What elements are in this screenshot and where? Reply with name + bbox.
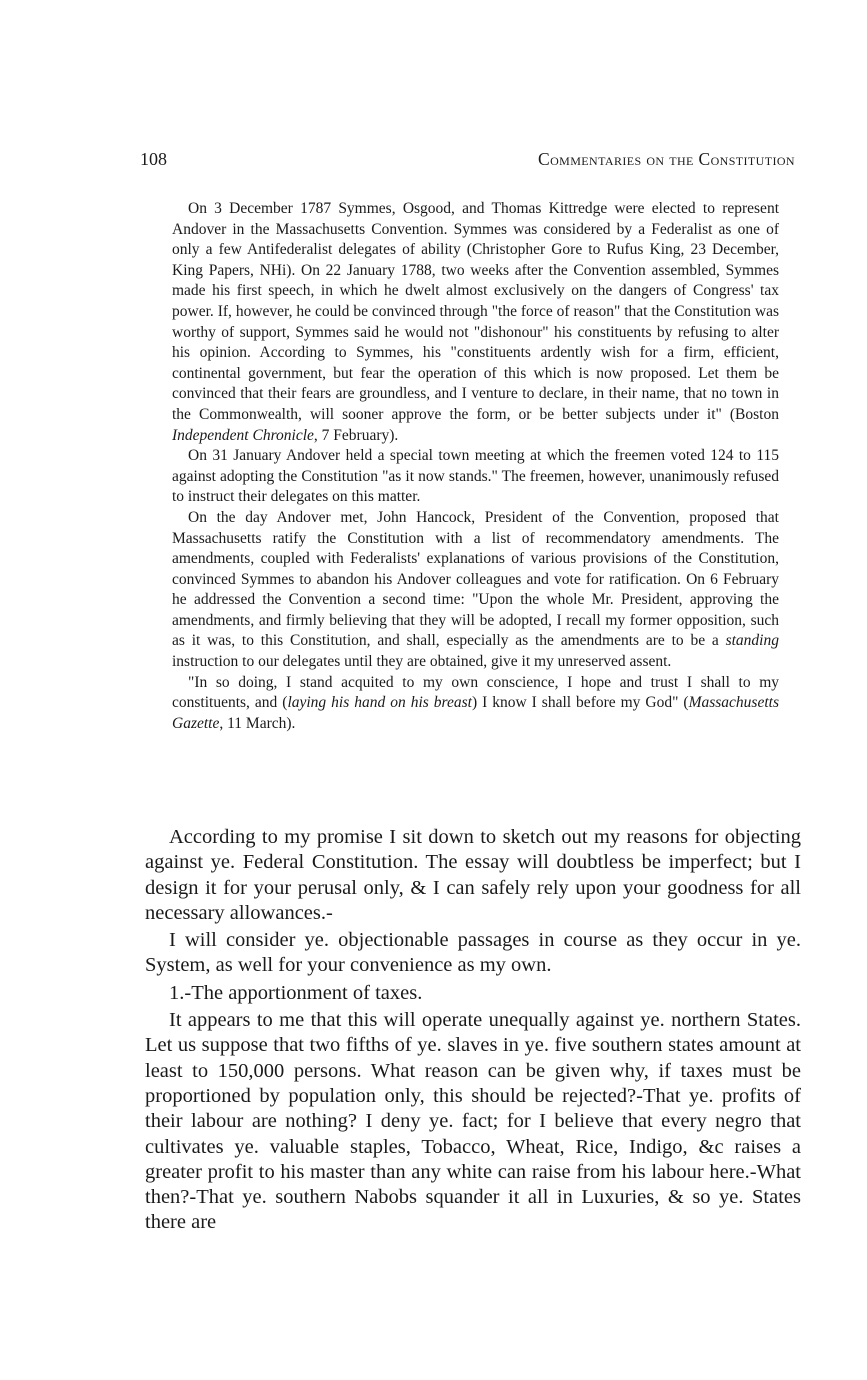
document-text <box>145 825 801 1236</box>
running-head: Commentaries on the Constitution <box>538 149 795 169</box>
headnote-paragraph: "In so doing, I stand acquited to my own conscience, I hope and trust I shall to my constituents, and (laying his hand on his breast) I know I shall before my God" (Massachusetts Gazette, 11 March). <box>172 673 779 732</box>
document-paragraph: According to my promise I sit down to sketch out my reasons for objecting against ye. Federal Constitution. The essay will doubtless be imperfect; but I design it for your perusal only, & I can safely rely upon your goodness for all necessary allowances.- <box>145 826 801 924</box>
headnote-paragraph: On 3 December 1787 Symmes, Osgood, and Thomas Kittredge were elected to represent Andover in the Massachusetts Convention. Symmes was considered by a Federalist as one of only a few Antifederalist delegates of ability (Christopher Gore to Rufus King, 23 December, King Papers, NHi). On 22 January 1788, two weeks after the Convention assembled, Symmes made his first speech, in which he dwelt almost exclusively on the dangers of Congress' tax power. If, however, he could be convinced through "the force of reason" that the Constitution was worthy of support, Symmes said he would not "dishonour" his constituents by refusing to alter his opinion. According to Symmes, his "constituents ardently wish for a firm, efficient, continental government, but fear the operation of this which is now proposed. Let them be convinced that their fears are groundless, and I venture to declare, in their name, that no town in the Commonwealth, will sooner approve the form, or be better subjects under it" (Boston Independent Chronicle, 7 February). <box>172 200 779 444</box>
document-paragraph: It appears to me that this will operate unequally against ye. northern States. Let us suppose that two fifths of ye. slaves in ye. five southern states amount at least to 150,000 persons. What reason can be given why, if taxes must be proportioned by population only, this should be rejected?-That ye. profits of their labour are nothing? I deny ye. fact; for I believe that every negro that cultivates ye. valuable staples, Tobacco, Wheat, Rice, Indigo, &c raises a greater profit to his master than any white can raise from his labour here.-What then?-That ye. southern Nabobs squander it all in Luxuries, & so ye. States there are <box>145 1009 801 1234</box>
page-number: 108 <box>140 149 167 169</box>
document-paragraph: 1.-The apportionment of taxes. <box>169 981 423 1004</box>
document-paragraph: I will consider ye. objectionable passages in course as they occur in ye. System, as well for your convenience as my own. <box>145 929 801 977</box>
headnote-paragraph: On 31 January Andover held a special town meeting at which the freemen voted 124 to 115 against adopting the Constitution "as it now stands." The freemen, however, unanimously refused to instruct their delegates on this matter. <box>172 447 779 506</box>
page-header <box>140 149 795 171</box>
editorial-headnote <box>172 199 779 734</box>
headnote-paragraph: On the day Andover met, John Hancock, President of the Convention, proposed that Massachusetts ratify the Constitution with a list of recommendatory amendments. The amendments, coupled with Federalists' explanations of various provisions of the Constitution, convinced Symmes to abandon his Andover colleagues and vote for ratification. On 6 February he addressed the Convention a second time: "Upon the whole Mr. President, approving the amendments, and firmly believing that they will be adopted, I recall my former opposition, such as it was, to this Constitution, and shall, especially as the amendments are to be a standing instruction to our delegates until they are obtained, give it my unreserved assent. <box>172 508 779 671</box>
